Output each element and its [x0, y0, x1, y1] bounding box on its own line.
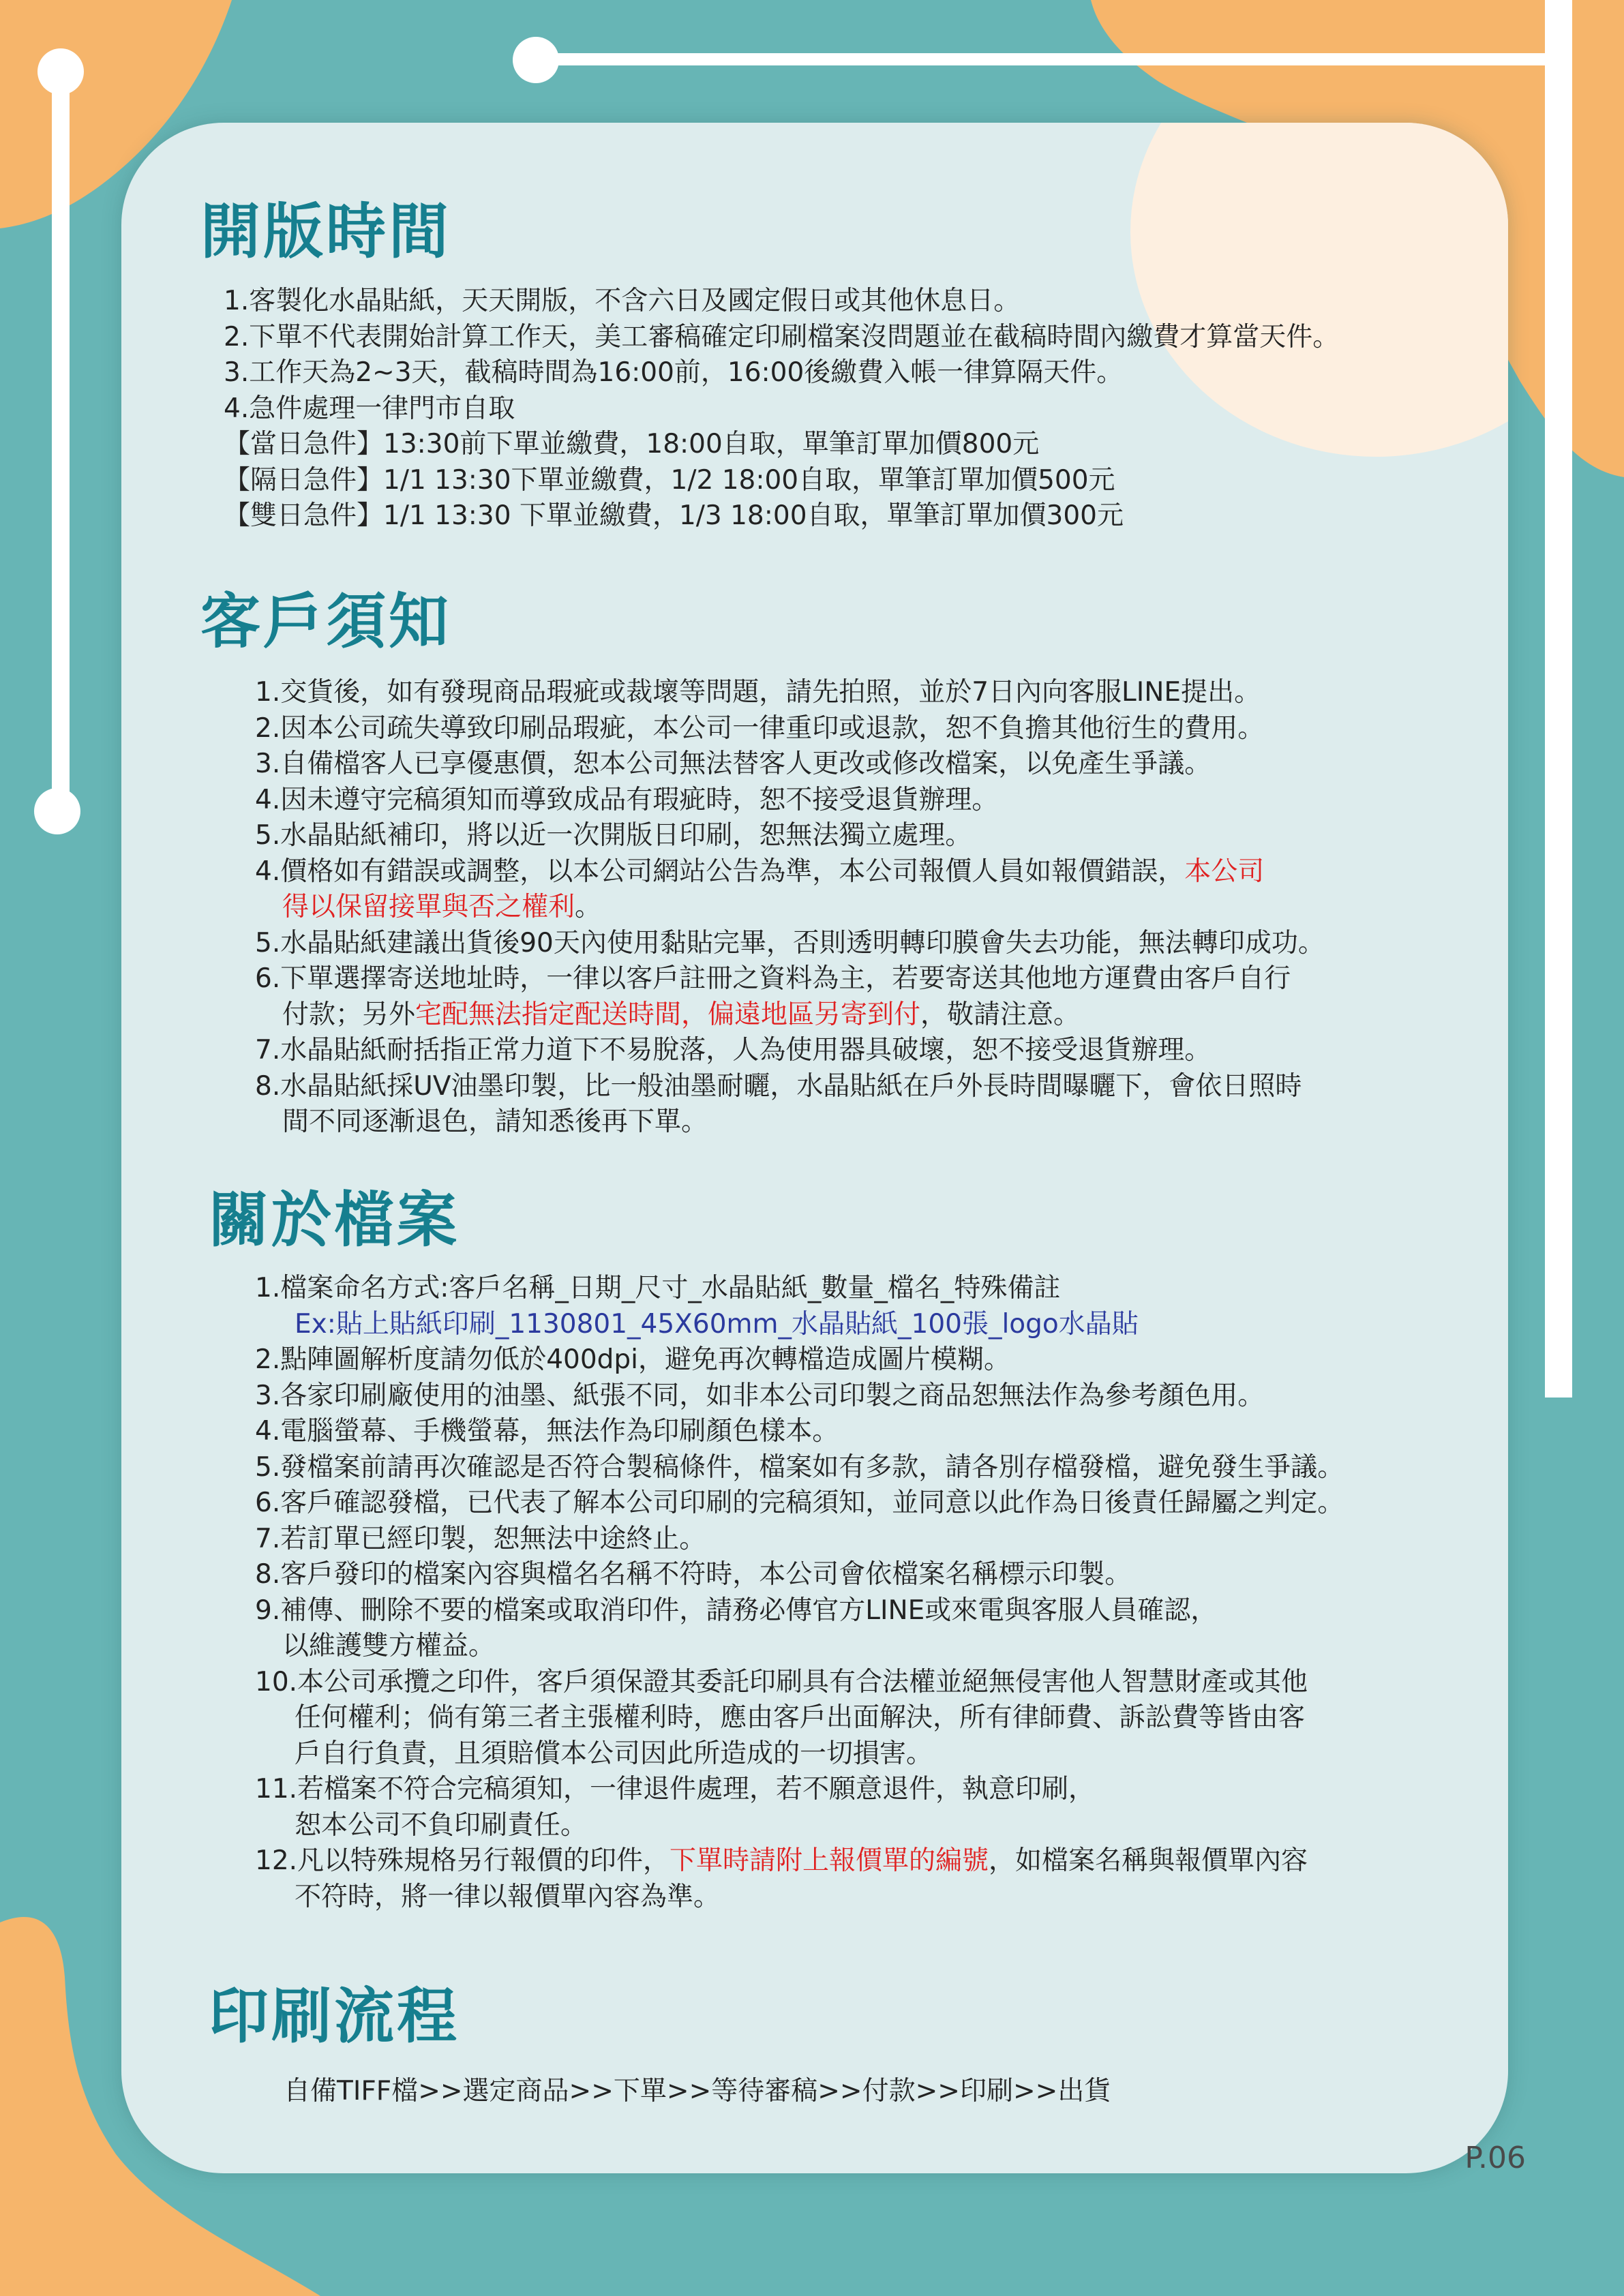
- list-item: 2.因本公司疏失導致印刷品瑕疵，本公司一律重印或退款，恕不負擔其他衍生的費用。: [255, 712, 1265, 744]
- plate-list: [224, 284, 1339, 534]
- list-item: 【當日急件】13:30前下單並繳費，18:00自取，單筆訂單加價800元: [224, 429, 1040, 459]
- list-item-price: [255, 854, 1325, 890]
- list-item: 5.發檔案前請再次確認是否符合製稿條件，檔案如有多款，請各別存檔發檔，避免發生爭議。: [255, 1451, 1344, 1483]
- notice-list: [255, 675, 1325, 1141]
- price-text: 4.價格如有錯誤或調整，以本公司網站公告為準，本公司報價人員如報價錯誤，: [255, 856, 1185, 887]
- section-title-process: 印刷流程: [209, 1981, 460, 2051]
- list-item-quote: [255, 1843, 1344, 1879]
- list-item: 5.水晶貼紙補印，將以近一次開版日印刷，恕無法獨立處理。: [255, 820, 972, 851]
- list-item: 1.檔案命名方式:客戶名稱_日期_尺寸_水晶貼紙_數量_檔名_特殊備註: [255, 1273, 1061, 1303]
- section-title-notice: 客戶須知: [200, 586, 452, 656]
- quote-text: 12.凡以特殊規格另行報價的印件，: [255, 1845, 670, 1876]
- list-item-cont: 任何權利；倘有第三者主張權利時，應由客戶出面解決，所有律師費、訴訟費等皆由客: [295, 1702, 1306, 1733]
- list-item-cont: 以維護雙方權益。: [282, 1631, 496, 1661]
- list-item: 8.水晶貼紙採UV油墨印製，比一般油墨耐曬，水晶貼紙在戶外長時間曝曬下，會依日照時: [255, 1070, 1302, 1102]
- list-item: 3.工作天為2~3天，截稿時間為16:00前，16:00後繳費入帳一律算隔天件。: [224, 357, 1124, 388]
- shipping-text-end: ，敬請注意。: [920, 999, 1081, 1030]
- list-item: 4.急件處理一律門市自取: [224, 393, 515, 424]
- process-list: [284, 2074, 1111, 2110]
- list-item-shipping: 6.下單選擇寄送地址時，一律以客戶註冊之資料為主，若要寄送其他地方運費由客戶自行: [255, 963, 1291, 994]
- section-title-files: 關於檔案: [209, 1185, 460, 1255]
- list-item-price-cont: [255, 890, 1325, 926]
- list-item-cont: 不符時，將一律以報價單內容為準。: [295, 1881, 721, 1912]
- shipping-highlight: 宅配無法指定配送時間，偏遠地區另寄到付: [415, 999, 921, 1030]
- list-item-cont: 戶自行負責，且須賠償本公司因此所造成的一切損害。: [295, 1738, 933, 1769]
- quote-text-end: ，如檔案名稱與報價單內容: [989, 1845, 1308, 1876]
- list-item: 3.自備檔客人已享優惠價，恕本公司無法替客人更改或修改檔案，以免產生爭議。: [255, 749, 1212, 779]
- files-list: [255, 1271, 1344, 1915]
- quote-highlight: 下單時請附上報價單的編號: [670, 1845, 989, 1876]
- page-number: P.06: [1464, 2141, 1526, 2175]
- naming-example: Ex:貼上貼紙印刷_1130801_45X60mm_水晶貼紙_100張_logo水晶貼: [295, 1308, 1139, 1340]
- list-item-cont: 恕本公司不負印刷責任。: [295, 1809, 588, 1841]
- list-item: 2.下單不代表開始計算工作天，美工審稿確定印刷檔案沒問題並在截稿時間內繳費才算當天件。: [224, 321, 1340, 352]
- list-item: 4.電腦螢幕、手機螢幕，無法作為印刷顏色樣本。: [255, 1416, 839, 1447]
- list-item: 6.客戶確認發檔，已代表了解本公司印刷的完稿須知，並同意以此作為日後責任歸屬之判定。: [255, 1487, 1344, 1518]
- list-item: 【隔日急件】1/1 13:30下單並繳費，1/2 18:00自取，單筆訂單加價500元: [224, 464, 1115, 496]
- price-highlight: 本公司: [1184, 856, 1265, 887]
- list-item: 2.點陣圖解析度請勿低於400dpi，避免再次轉檔造成圖片模糊。: [255, 1344, 1010, 1375]
- content-card: [121, 123, 1508, 2173]
- list-item-shipping-cont: [255, 997, 1325, 1033]
- price-text-end: 。: [575, 892, 602, 922]
- list-item: 8.客戶發印的檔案內容與檔名名稱不符時，本公司會依檔案名稱標示印製。: [255, 1559, 1132, 1590]
- shipping-text: 付款；另外: [282, 999, 416, 1030]
- list-item: 1.交貨後，如有發現商品瑕疵或裁壞等問題，請先拍照，並於7日內向客服LINE提出。: [255, 677, 1261, 708]
- list-item: 11.若檔案不符合完稿須知，一律退件處理，若不願意退件，執意印刷，: [255, 1774, 1096, 1804]
- section-title-plate: 開版時間: [200, 196, 452, 267]
- list-item: 7.若訂單已經印製，恕無法中途終止。: [255, 1523, 706, 1554]
- process-flow: 自備TIFF檔>>選定商品>>下單>>等待審稿>>付款>>印刷>>出貨: [284, 2076, 1111, 2106]
- list-item: 1.客製化水晶貼紙，天天開版，不含六日及國定假日或其他休息日。: [224, 286, 1021, 316]
- list-item: 5.水晶貼紙建議出貨後90天內使用黏貼完畢，否則透明轉印膜會失去功能，無法轉印成功。: [255, 927, 1325, 958]
- list-item: 3.各家印刷廠使用的油墨、紙張不同，如非本公司印製之商品恕無法作為參考顏色用。: [255, 1380, 1265, 1411]
- list-item: 10.本公司承攬之印件，客戶須保證其委託印刷具有合法權並絕無侵害他人智慧財產或其他: [255, 1666, 1308, 1697]
- price-highlight: 得以保留接單與否之權利: [282, 892, 575, 922]
- list-item: 9.補傳、刪除不要的檔案或取消印件，請務必傳官方LINE或來電與客服人員確認，: [255, 1595, 1218, 1626]
- list-item: 【雙日急件】1/1 13:30 下單並繳費，1/3 18:00自取，單筆訂單加價300元: [224, 500, 1124, 531]
- list-item: 7.水晶貼紙耐括指正常力道下不易脫落，人為使用器具破壞，恕不接受退貨辦理。: [255, 1035, 1212, 1066]
- list-item: 4.因未遵守完稿須知而導致成品有瑕疵時，恕不接受退貨辦理。: [255, 784, 999, 815]
- list-item-cont: 間不同逐漸退色，請知悉後再下單。: [282, 1106, 708, 1137]
